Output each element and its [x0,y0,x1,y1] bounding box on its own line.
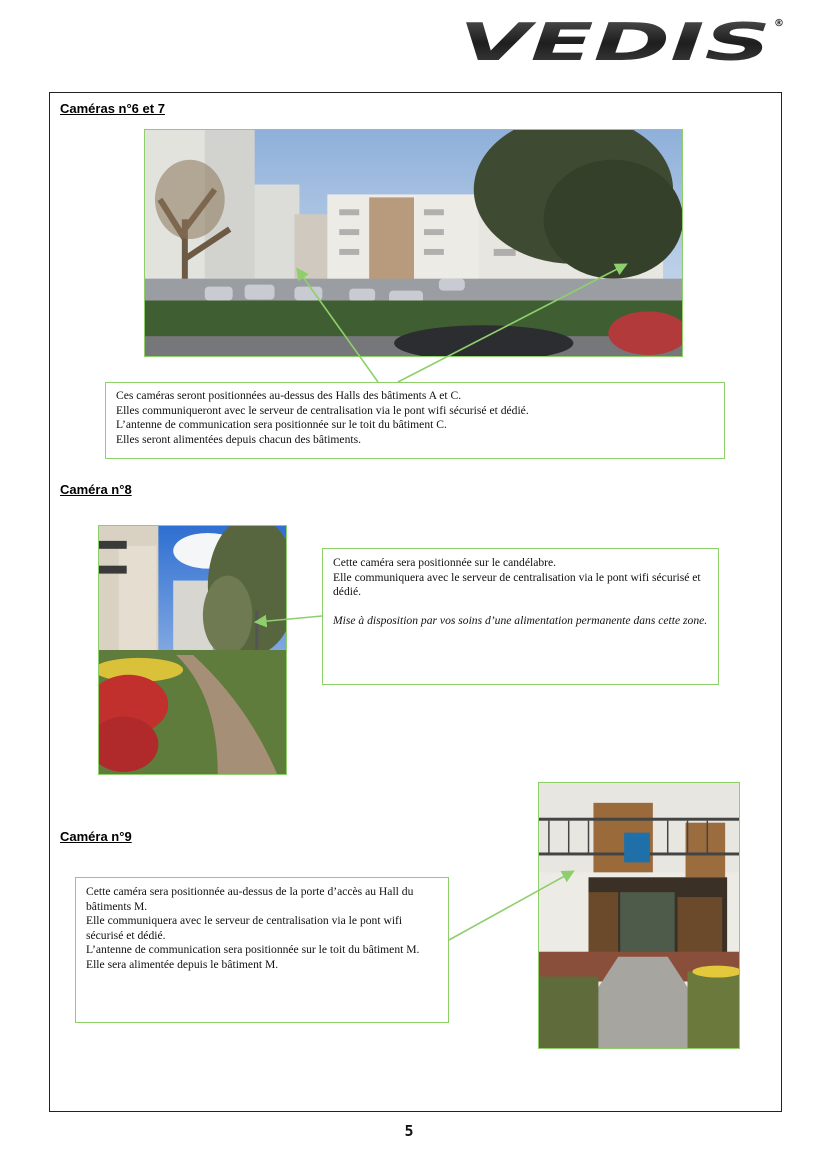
logo-wordmark: VEDIS [459,16,771,66]
heading-camera-8: Caméra n°8 [60,482,132,497]
callout-line: L’antenne de communication sera positionnée sur le toit du bâtiment M. [86,943,420,957]
callout-line: Elles communiqueront avec le serveur de centralisation via le pont wifi sécurisé et dédié. [116,403,529,417]
callout-note [333,614,708,629]
callout-cameras-6-7 [105,382,725,459]
vedis-logo-graphic [455,16,775,66]
heading-camera-9: Caméra n°9 [60,829,132,844]
callout-line: Ces caméras seront positionnées au-dessus des Halls des bâtiments A et C. [116,389,462,402]
callout-line: Elles seront alimentées depuis chacun des bâtiments. [116,432,362,446]
callout-camera-8 [322,548,719,685]
page-number: 5 [404,1122,414,1140]
callout-line: Elle communiquera avec le serveur de centralisation via le pont wifi sécurisé et dédié. [86,914,403,942]
heading-cameras-6-7: Caméras n°6 et 7 [60,101,165,116]
photo-buildings-a-c [144,129,683,357]
callout-line: L’antenne de communication sera positionnée sur le toit du bâtiment C. [116,418,447,432]
callout-camera-9 [75,877,449,1023]
registered-mark: ® [774,18,784,29]
photo-building-entrance [538,782,740,1049]
photo-garden-path [98,525,287,775]
callout-line: Elle sera alimentée depuis le bâtiment M. [86,957,279,971]
callout-line: Cette caméra sera positionnée au-dessus de la porte d’accès au Hall du bâtiments M. [86,885,414,913]
vedis-logo [455,16,790,66]
callout-line: Cette caméra sera positionnée sur le candélabre. [333,556,557,569]
callout-note-text: Mise à disposition par vos soins d’une alimentation permanente dans cette zone. [333,613,708,627]
callout-line: Elle communiquera avec le serveur de centralisation via le pont wifi sécurisé et dédié. [333,570,701,599]
